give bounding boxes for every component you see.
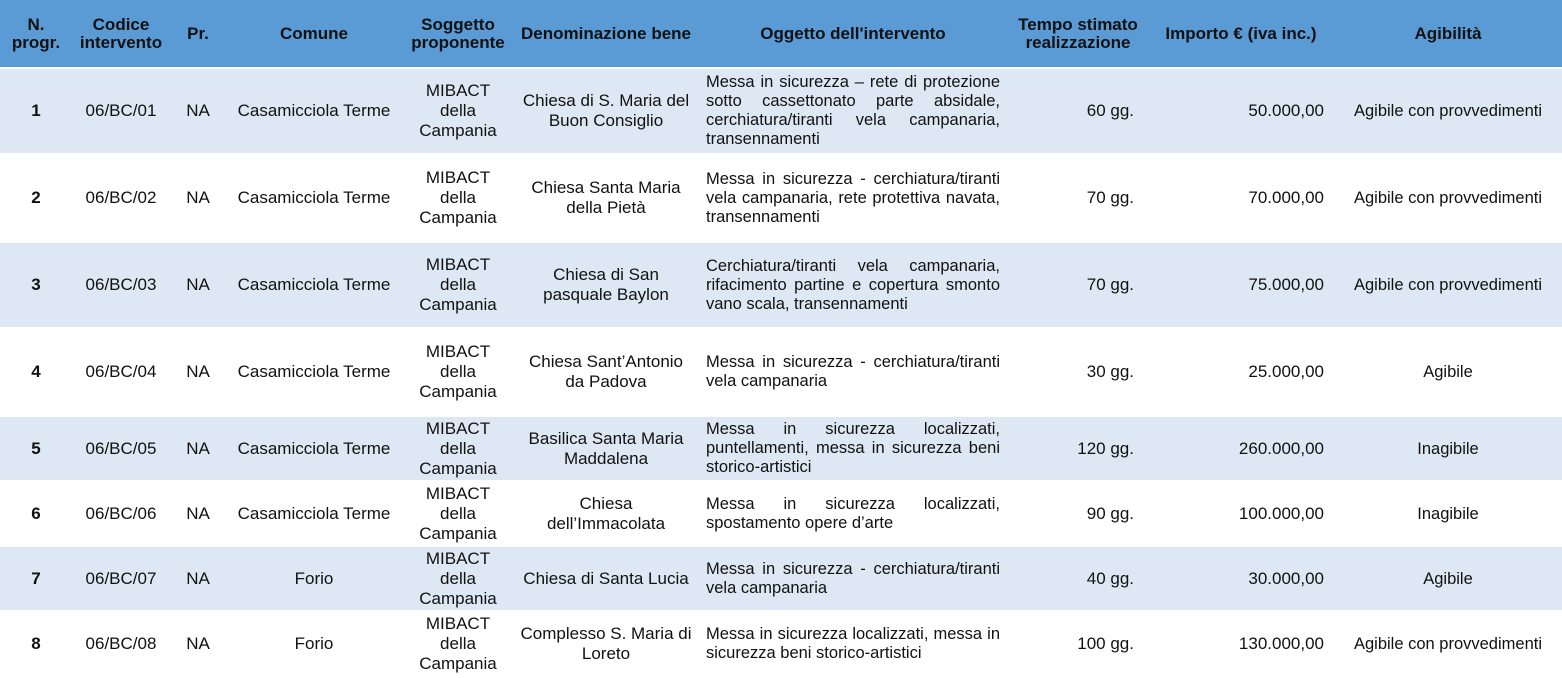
cell-comune: Casamicciola Terme <box>237 362 391 381</box>
cell-comune: Casamicciola Terme <box>237 438 391 458</box>
cell-bene: Chiesa Sant’Antonio da Padova <box>528 352 684 391</box>
cell-oggetto: Messa in sicurezza – rete di protezione sotto cassettonato parte absidale, cerchiatura/tiranti vela campanaria, transennamenti <box>706 73 1000 148</box>
cell-codice: 06/BC/04 <box>85 362 157 381</box>
cell-n: 8 <box>31 634 41 653</box>
cell-soggetto: MIBACT della Campania <box>419 342 497 401</box>
cell-tempo: 90 gg. <box>1086 503 1134 523</box>
cell-agibilita: Agibile con provvedimenti <box>1353 102 1543 120</box>
header-comune: Comune <box>226 0 402 68</box>
cell-importo: 130.000,00 <box>1238 634 1324 653</box>
cell-pr: NA <box>186 101 210 120</box>
cell-pr: NA <box>186 634 210 653</box>
cell-tempo: 70 gg. <box>1086 188 1134 207</box>
cell-codice: 06/BC/02 <box>85 188 157 207</box>
table-row <box>0 546 1562 611</box>
cell-importo: 75.000,00 <box>1248 275 1324 294</box>
table-row <box>0 154 1562 242</box>
table-row <box>0 328 1562 416</box>
cell-comune: Casamicciola Terme <box>237 188 391 207</box>
cell-oggetto: Messa in sicurezza localizzati, spostamento opere d’arte <box>706 494 1000 532</box>
header-denominazione: Denominazione bene <box>514 0 698 68</box>
cell-oggetto: Messa in sicurezza - cerchiatura/tiranti vela campanaria <box>706 559 1000 597</box>
cell-tempo: 100 gg. <box>1077 634 1134 653</box>
table-row <box>0 242 1562 328</box>
cell-pr: NA <box>186 503 210 523</box>
cell-n: 1 <box>31 101 41 120</box>
header-oggetto: Oggetto dell'intervento <box>698 0 1008 68</box>
header-codice: Codice intervento <box>72 0 170 68</box>
cell-codice: 06/BC/05 <box>85 438 157 458</box>
cell-tempo: 40 gg. <box>1086 568 1134 588</box>
cell-bene: Chiesa di Santa Lucia <box>523 568 689 588</box>
cell-n: 5 <box>31 438 41 458</box>
cell-codice: 06/BC/03 <box>85 275 157 294</box>
cell-comune: Casamicciola Terme <box>237 503 391 523</box>
cell-comune: Casamicciola Terme <box>237 101 391 120</box>
cell-tempo: 60 gg. <box>1086 101 1134 120</box>
header-soggetto: Soggetto proponente <box>402 0 514 68</box>
cell-n: 7 <box>31 568 41 588</box>
header-importo: Importo € (iva inc.) <box>1148 0 1334 68</box>
cell-tempo: 70 gg. <box>1086 275 1134 294</box>
cell-comune: Forio <box>294 568 334 588</box>
cell-soggetto: MIBACT della Campania <box>419 548 497 608</box>
cell-agibilita: Agibile <box>1423 569 1473 588</box>
table-row <box>0 68 1562 154</box>
cell-bene: Chiesa dell’Immacolata <box>546 493 666 533</box>
table-header <box>0 0 1562 68</box>
table-row <box>0 611 1562 677</box>
header-n-progr: N. progr. <box>0 0 72 68</box>
cell-n: 3 <box>31 275 41 294</box>
cell-soggetto: MIBACT della Campania <box>419 81 497 140</box>
cell-oggetto: Messa in sicurezza - cerchiatura/tiranti vela campanaria <box>706 353 1000 390</box>
cell-codice: 06/BC/07 <box>85 568 157 588</box>
cell-comune: Casamicciola Terme <box>237 275 391 294</box>
cell-pr: NA <box>186 275 210 294</box>
header-pr: Pr. <box>170 0 226 68</box>
cell-agibilita: Agibile con provvedimenti <box>1353 635 1543 653</box>
cell-codice: 06/BC/06 <box>85 503 157 523</box>
header-agibilita: Agibilità <box>1334 0 1562 68</box>
cell-soggetto: MIBACT della Campania <box>419 168 497 227</box>
cell-importo: 25.000,00 <box>1248 362 1324 381</box>
cell-agibilita: Agibile con provvedimenti <box>1353 189 1543 207</box>
cell-agibilita: Inagibile <box>1417 439 1479 458</box>
cell-pr: NA <box>186 362 210 381</box>
cell-pr: NA <box>186 188 210 207</box>
cell-importo: 100.000,00 <box>1238 503 1324 523</box>
cell-comune: Forio <box>294 634 334 653</box>
cell-codice: 06/BC/01 <box>85 101 157 120</box>
table-row <box>0 481 1562 546</box>
cell-importo: 70.000,00 <box>1248 188 1324 207</box>
cell-soggetto: MIBACT della Campania <box>419 483 497 543</box>
cell-soggetto: MIBACT della Campania <box>419 418 497 478</box>
table-row <box>0 416 1562 481</box>
cell-importo: 30.000,00 <box>1248 568 1324 588</box>
cell-bene: Basilica Santa Maria Maddalena <box>528 428 684 468</box>
header-tempo: Tempo stimato realizzazione <box>1008 0 1148 68</box>
cell-soggetto: MIBACT della Campania <box>419 614 497 673</box>
cell-codice: 06/BC/08 <box>85 634 157 653</box>
cell-oggetto: Messa in sicurezza localizzati, messa in sicurezza beni storico-artistici <box>706 625 1000 662</box>
cell-bene: Chiesa di S. Maria del Buon Consiglio <box>522 91 690 130</box>
cell-pr: NA <box>186 438 210 458</box>
table-body <box>0 68 1562 677</box>
cell-bene: Chiesa Santa Maria della Pietà <box>531 178 681 217</box>
cell-agibilita: Agibile <box>1423 363 1473 381</box>
cell-bene: Chiesa di San pasquale Baylon <box>543 265 669 304</box>
cell-tempo: 120 gg. <box>1077 438 1134 458</box>
cell-pr: NA <box>186 568 210 588</box>
cell-oggetto: Cerchiatura/tiranti vela campanaria, rifacimento partine e copertura smonto vano scala, transennamenti <box>706 256 1000 313</box>
cell-tempo: 30 gg. <box>1086 362 1134 381</box>
cell-oggetto: Messa in sicurezza localizzati, puntellamenti, messa in sicurezza beni storico-artistici <box>706 420 1000 476</box>
cell-importo: 260.000,00 <box>1238 438 1324 458</box>
cell-n: 6 <box>31 503 41 523</box>
cell-agibilita: Inagibile <box>1417 504 1479 523</box>
cell-importo: 50.000,00 <box>1248 101 1324 120</box>
header-row <box>0 0 1562 68</box>
cell-bene: Complesso S. Maria di Loreto <box>520 624 692 663</box>
cell-n: 4 <box>31 362 41 381</box>
cell-agibilita: Agibile con provvedimenti <box>1353 276 1543 294</box>
cell-soggetto: MIBACT della Campania <box>419 255 497 314</box>
cell-oggetto: Messa in sicurezza - cerchiatura/tiranti vela campanaria, rete protettiva navata, transennamenti <box>706 169 1000 226</box>
cell-n: 2 <box>31 188 41 207</box>
